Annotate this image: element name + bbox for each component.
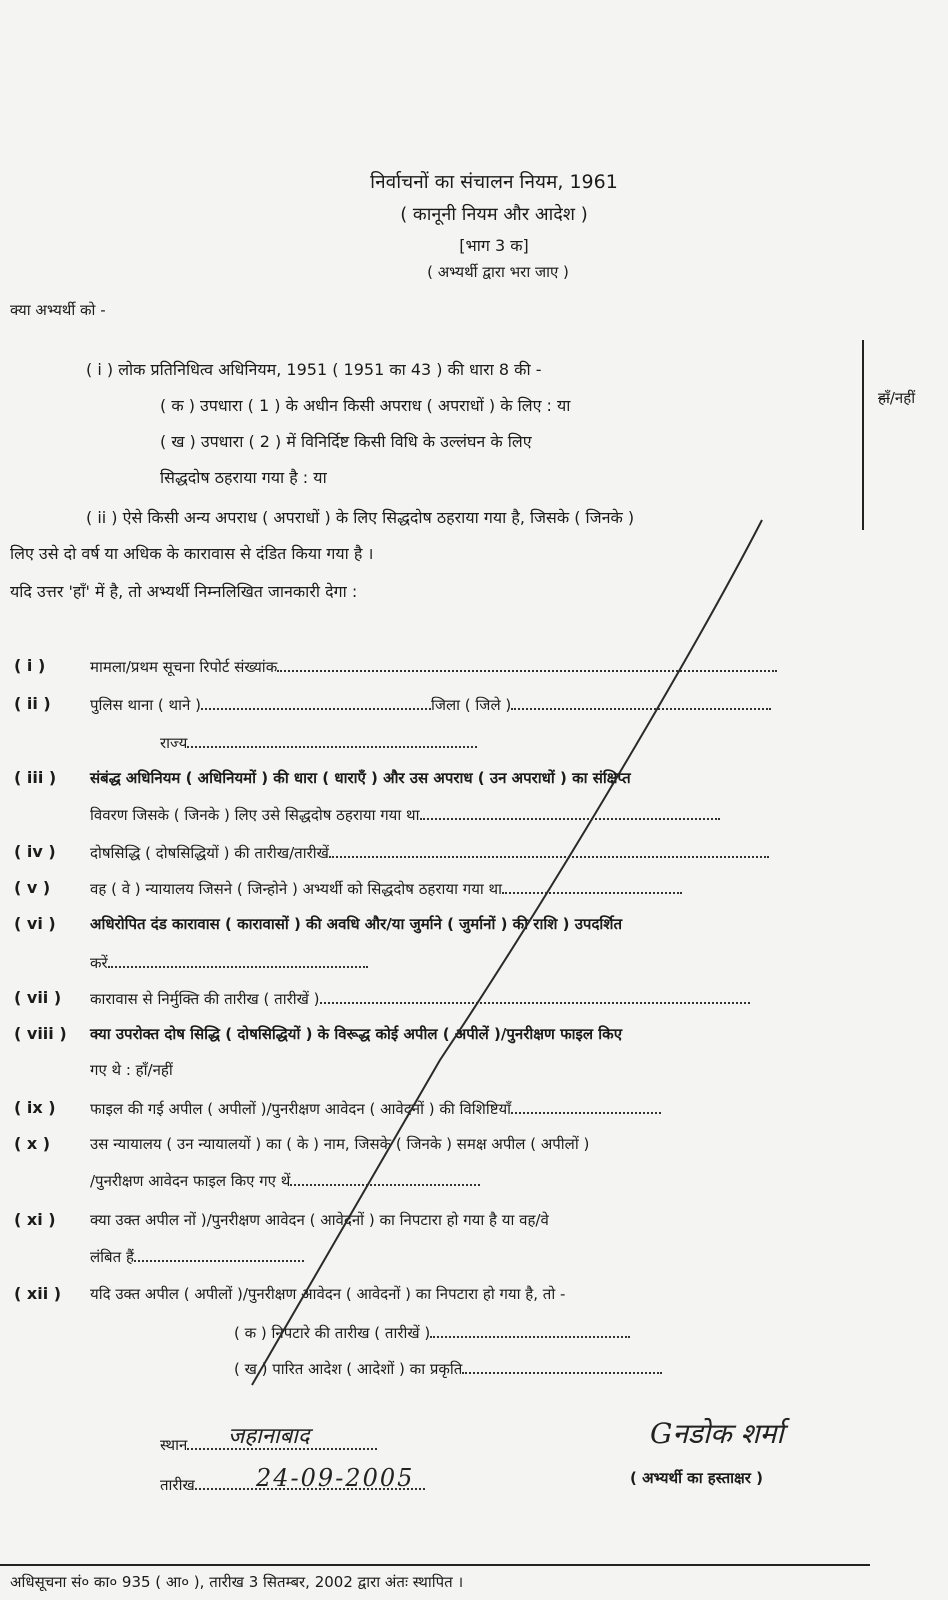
item-8-label: क्या उपरोक्त दोष सिद्धि ( दोषसिद्धियों ) के विरूद्ध कोई अपील ( अपीलें )/पुनरीक्षण फाइल किए — [90, 1025, 622, 1043]
form-note: ( अभ्यर्थी द्वारा भरा जाए ) — [427, 263, 569, 281]
item-2-fill-line-3 — [187, 732, 477, 748]
answer-yes-struck: हाँ — [878, 389, 890, 407]
item-12-label: यदि उक्त अपील ( अपीलों )/पुनरीक्षण आवेदन ( आवेदनों ) का निपटारा हो गया है, तो - — [90, 1285, 566, 1303]
item-12-line-3 — [234, 1358, 662, 1379]
date-label: तारीख — [160, 1476, 195, 1494]
item-12-line-2 — [234, 1322, 630, 1343]
answer-separator: / — [889, 389, 895, 407]
item-12-label-2: ( क ) निपटारे की तारीख ( तारीखें ) — [234, 1324, 431, 1342]
intro-question: क्या अभ्यर्थी को - — [10, 301, 106, 319]
item-6-fill-line — [108, 952, 368, 968]
item-1-label: मामला/प्रथम सूचना रिपोर्ट संख्यांक — [90, 658, 278, 676]
form-part: [भाग 3 क] — [459, 236, 529, 255]
footer-rule — [0, 1564, 870, 1566]
clause-convicted: सिद्धदोष ठहराया गया है : या — [160, 468, 327, 487]
item-1-fill-line — [277, 656, 777, 672]
item-num-10: ( x ) — [14, 1134, 51, 1153]
item-7-label: कारावास से निर्मुक्ति की तारीख ( तारीखें ) — [90, 990, 320, 1008]
item-6-line-2 — [90, 952, 368, 973]
item-9-fill-line — [511, 1098, 661, 1114]
item-num-6: ( vi ) — [14, 914, 56, 933]
item-num-1: ( i ) — [14, 656, 46, 675]
item-9 — [90, 1098, 661, 1119]
item-num-4: ( iv ) — [14, 842, 56, 861]
item-10-fill-line — [290, 1170, 480, 1186]
signature-caption: ( अभ्यर्थी का हस्ताक्षर ) — [630, 1469, 764, 1487]
footer-notification: अधिसूचना सं० का० 935 ( आ० ), तारीख 3 सितम्बर, 2002 द्वारा अंतः स्थापित । — [10, 1573, 464, 1591]
item-num-2: ( ii ) — [14, 694, 51, 713]
item-11-label-2: लंबित हैं — [90, 1248, 134, 1266]
item-8-label-2: गए थे : हाँ/नहीं — [90, 1061, 173, 1079]
item-10-label: उस न्यायालय ( उन न्यायालयों ) का ( के ) नाम, जिसके ( जिनके ) समक्ष अपील ( अपीलों ) — [90, 1135, 590, 1153]
side-answer — [878, 388, 915, 408]
item-num-7: ( vii ) — [14, 988, 62, 1007]
item-2-state — [160, 732, 477, 753]
candidate-signature: Gनडोक शर्मा — [650, 1417, 784, 1450]
form-subtitle: ( कानूनी नियम और आदेश ) — [400, 204, 588, 225]
item-3-fill-line — [420, 804, 720, 820]
item-2-fill-line-2 — [511, 694, 771, 710]
item-1 — [90, 656, 777, 677]
item-11-fill-line — [134, 1246, 304, 1262]
answer-bracket — [862, 340, 864, 530]
item-num-3: ( iii ) — [14, 768, 57, 787]
item-11-line-2 — [90, 1246, 304, 1267]
item-2-label-2: जिला ( जिले ) — [430, 696, 512, 714]
item-7 — [90, 988, 750, 1009]
clause-kha: ( ख ) उपधारा ( 2 ) में विनिर्दिष्ट किसी विधि के उल्लंघन के लिए — [160, 432, 532, 451]
item-num-5: ( v ) — [14, 878, 51, 897]
item-7-fill-line — [320, 988, 750, 1004]
item-5 — [90, 878, 682, 899]
item-2-fill-line — [201, 694, 431, 710]
answer-no: नहीं — [894, 389, 916, 407]
item-12-fill-line-2 — [462, 1358, 662, 1374]
item-6-label-2: करें — [90, 954, 108, 972]
item-2-label-3: राज्य — [160, 734, 188, 752]
item-2-label: पुलिस थाना ( थाने ) — [90, 696, 201, 714]
clause-ii: ( ii ) ऐसे किसी अन्य अपराध ( अपराधों ) के लिए सिद्धदोष ठहराया गया है, जिसके ( जिनके ) — [86, 508, 635, 527]
item-10-label-2: /पुनरीक्षण आवेदन फाइल किए गए थें — [90, 1172, 291, 1190]
item-9-label: फाइल की गई अपील ( अपीलों )/पुनरीक्षण आवेदन ( आवेदनों ) की विशिष्टियाँ — [90, 1100, 512, 1118]
item-5-fill-line — [502, 878, 682, 894]
item-6-label: अधिरोपित दंड कारावास ( कारावासों ) की अवधि और/या जुर्माने ( जुर्मानों ) की राशि ) उपदर्शित — [90, 915, 623, 933]
item-num-8: ( viii ) — [14, 1024, 67, 1043]
item-11-label: क्या उक्त अपील नों )/पुनरीक्षण आवेदन ( आवेदनों ) का निपटारा हो गया है या वह/वे — [90, 1211, 549, 1229]
item-12-fill-line — [430, 1322, 630, 1338]
form-title: निर्वाचनों का संचालन नियम, 1961 — [370, 171, 618, 193]
clause-i: ( i ) लोक प्रतिनिधित्व अधिनियम, 1951 ( 1951 का 43 ) की धारा 8 की - — [86, 360, 542, 379]
item-3-label: संबंद्ध अधिनियम ( अधिनियमों ) की धारा ( धाराएँ ) और उस अपराध ( उन अपराधों ) का संक्षिप्त — [90, 769, 631, 787]
if-yes-instruction: यदि उत्तर 'हाँ' में है, तो अभ्यर्थी निम्नलिखित जानकारी देगा : — [10, 582, 358, 601]
item-num-9: ( ix ) — [14, 1098, 56, 1117]
item-2 — [90, 694, 771, 715]
clause-ka: ( क ) उपधारा ( 1 ) के अधीन किसी अपराध ( अपराधों ) के लिए : या — [160, 396, 571, 415]
clause-ii-continued: लिए उसे दो वर्ष या अधिक के कारावास से दंडित किया गया है । — [10, 544, 374, 563]
item-5-label: वह ( वे ) न्यायालय जिसने ( जिन्होने ) अभ्यर्थी को सिद्धदोष ठहराया गया था — [90, 880, 503, 898]
item-10-line-2 — [90, 1170, 480, 1191]
item-4 — [90, 842, 769, 863]
item-3-line-2 — [90, 804, 720, 825]
date-handwritten: 24-09-2005 — [256, 1464, 415, 1492]
item-4-label: दोषसिद्धि ( दोषसिद्धियों ) की तारीख/तारीखें — [90, 844, 329, 862]
place-label: स्थान — [160, 1436, 188, 1454]
item-4-fill-line — [329, 842, 769, 858]
item-12-label-3: ( ख ) पारित आदेश ( आदेशों ) का प्रकृति — [234, 1360, 463, 1378]
item-num-11: ( xi ) — [14, 1210, 56, 1229]
item-3-label-2: विवरण जिसके ( जिनके ) लिए उसे सिद्धदोष ठहराया गया था — [90, 806, 420, 824]
item-num-12: ( xii ) — [14, 1284, 62, 1303]
place-handwritten: जहानाबाद — [228, 1424, 310, 1449]
